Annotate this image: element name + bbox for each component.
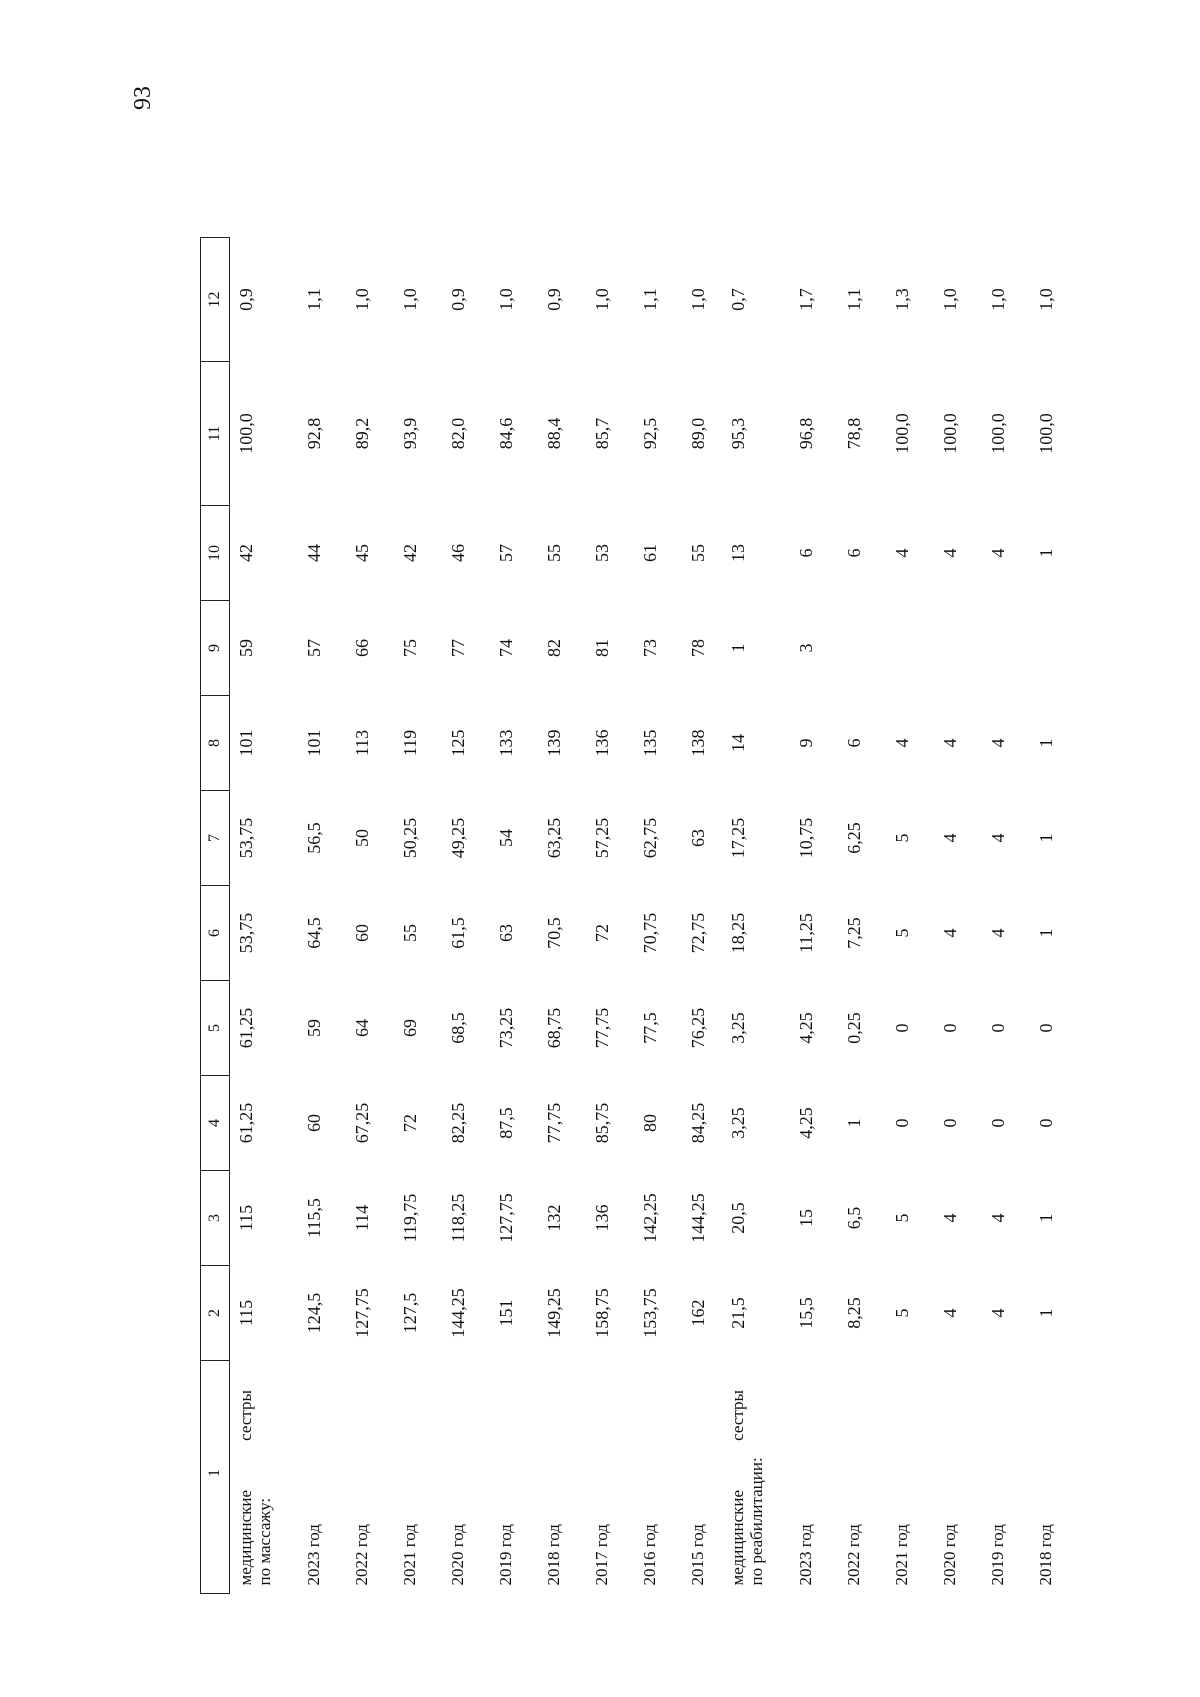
table-cell: 5 xyxy=(891,928,912,938)
table-cell: 127,75 xyxy=(495,1193,516,1243)
table-cell: 67,25 xyxy=(351,1102,372,1144)
table-group-row xyxy=(230,238,291,1594)
table-cell: 77,75 xyxy=(543,1102,564,1144)
group-label-line1: медицинские xyxy=(728,1489,747,1586)
table-cell: 142,25 xyxy=(639,1193,660,1243)
table-cell: 101 xyxy=(236,729,256,757)
table-cell: 20,5 xyxy=(728,1202,748,1234)
table-cell: 6,5 xyxy=(843,1206,864,1230)
table-cell: 89,2 xyxy=(351,417,372,450)
table-cell: 115 xyxy=(236,1299,256,1327)
table-cell: 17,25 xyxy=(728,817,748,859)
table-cell: 93,9 xyxy=(399,417,420,450)
table-cell: 77,5 xyxy=(639,1012,660,1044)
group-label xyxy=(230,1441,291,1594)
table-cell: 14 xyxy=(728,734,748,752)
table-cell: 144,25 xyxy=(687,1193,708,1243)
table-cell: 136 xyxy=(591,1204,612,1232)
table-cell: 64,5 xyxy=(303,917,324,949)
table-cell: 53,75 xyxy=(236,817,256,859)
table-cell: 82 xyxy=(543,639,564,657)
table-cell xyxy=(974,601,1022,696)
table-cell: 1,1 xyxy=(843,288,864,311)
table-cell: 0,25 xyxy=(843,1012,864,1044)
table-cell: 92,5 xyxy=(639,417,660,450)
table-row xyxy=(530,238,578,1594)
table-cell: 95,3 xyxy=(728,417,748,450)
row-label: 2020 год xyxy=(940,1524,959,1586)
group-label-suffix: сестры xyxy=(728,1390,747,1441)
table-cell: 78 xyxy=(687,639,708,657)
table-cell: 55 xyxy=(543,544,564,562)
table-cell: 4 xyxy=(939,548,960,558)
row-label: 2022 год xyxy=(352,1524,371,1586)
table-cell: 153,75 xyxy=(639,1288,660,1338)
table-cell: 55 xyxy=(399,924,420,942)
row-label: 2018 год xyxy=(544,1524,563,1586)
table-cell: 0 xyxy=(1035,1118,1056,1128)
table-cell: 61,25 xyxy=(236,1102,256,1144)
column-header: 7 xyxy=(201,791,230,886)
table-cell: 3 xyxy=(795,643,816,653)
table-cell: 44 xyxy=(303,544,324,562)
table-cell: 1 xyxy=(1035,738,1056,748)
table-cell: 1,0 xyxy=(1035,288,1056,311)
table-cell: 42 xyxy=(236,544,256,562)
table-cell: 92,8 xyxy=(303,417,324,450)
table-cell xyxy=(878,601,926,696)
table-cell: 3,25 xyxy=(728,1107,748,1139)
table-row xyxy=(338,238,386,1594)
table-cell: 1,7 xyxy=(795,288,816,311)
table-cell xyxy=(830,601,878,696)
column-number-row xyxy=(201,238,230,1594)
table-row xyxy=(674,238,722,1594)
table-cell: 63 xyxy=(495,924,516,942)
table-row xyxy=(830,238,878,1594)
table-cell: 84,25 xyxy=(687,1102,708,1144)
table-cell: 1,0 xyxy=(495,288,516,311)
table-cell: 61 xyxy=(639,544,660,562)
table-cell: 60 xyxy=(303,1114,324,1132)
column-header: 3 xyxy=(201,1171,230,1266)
table-cell: 9 xyxy=(795,738,816,748)
table-row xyxy=(290,238,338,1594)
group-label-line2: по реабилитации: xyxy=(747,1457,766,1586)
column-header: 9 xyxy=(201,601,230,696)
table-cell: 18,25 xyxy=(728,912,748,954)
table-cell: 133 xyxy=(495,729,516,757)
table-cell: 8,25 xyxy=(843,1297,864,1329)
table-cell: 127,5 xyxy=(399,1292,420,1334)
table-cell: 149,25 xyxy=(543,1288,564,1338)
table-cell: 0,7 xyxy=(728,288,748,311)
table-cell xyxy=(926,601,974,696)
table-cell: 0 xyxy=(891,1118,912,1128)
table-cell: 101 xyxy=(303,729,324,757)
table-cell: 96,8 xyxy=(795,417,816,450)
table-cell: 127,75 xyxy=(351,1288,372,1338)
table-cell: 0,9 xyxy=(447,288,468,311)
table-cell: 4 xyxy=(939,1213,960,1223)
table-cell: 50 xyxy=(351,829,372,847)
row-label: 2017 год xyxy=(592,1524,611,1586)
row-label: 2019 год xyxy=(988,1524,1007,1586)
table-cell: 70,75 xyxy=(639,912,660,954)
table-cell: 63,25 xyxy=(543,817,564,859)
row-label: 2023 год xyxy=(304,1524,323,1586)
column-header: 6 xyxy=(201,886,230,981)
table-cell: 53 xyxy=(591,544,612,562)
table-cell: 115,5 xyxy=(303,1198,324,1238)
table-cell: 81 xyxy=(591,639,612,657)
table-cell: 50,25 xyxy=(399,817,420,859)
table-cell xyxy=(1022,601,1070,696)
table-cell: 49,25 xyxy=(447,817,468,859)
table-cell: 73 xyxy=(639,639,660,657)
table-cell: 144,25 xyxy=(447,1288,468,1338)
table-cell: 100,0 xyxy=(891,413,912,454)
table-cell: 124,5 xyxy=(303,1292,324,1334)
table-cell: 89,0 xyxy=(687,417,708,450)
table-cell: 1,0 xyxy=(987,288,1008,311)
table-cell: 87,5 xyxy=(495,1107,516,1139)
table-row xyxy=(482,238,530,1594)
table-cell: 4 xyxy=(987,1213,1008,1223)
table-cell: 68,5 xyxy=(447,1012,468,1044)
table-cell: 1 xyxy=(1035,833,1056,843)
table-cell: 78,8 xyxy=(843,417,864,450)
table-cell: 135 xyxy=(639,729,660,757)
table-cell: 4 xyxy=(939,928,960,938)
column-header: 11 xyxy=(201,362,230,506)
row-label: 2021 год xyxy=(400,1524,419,1586)
table-row xyxy=(974,238,1022,1594)
table-cell: 84,6 xyxy=(495,417,516,450)
table-cell: 42 xyxy=(399,544,420,562)
table-cell: 6 xyxy=(843,738,864,748)
table-cell: 4,25 xyxy=(795,1012,816,1044)
column-header: 8 xyxy=(201,696,230,791)
table-cell: 136 xyxy=(591,729,612,757)
table-cell: 5 xyxy=(891,1308,912,1318)
table-cell: 0 xyxy=(987,1023,1008,1033)
row-label: 2016 год xyxy=(640,1524,659,1586)
table-cell: 0 xyxy=(939,1118,960,1128)
table-cell: 10,75 xyxy=(795,817,816,859)
table-row xyxy=(926,238,974,1594)
table-cell: 66 xyxy=(351,639,372,657)
table-cell: 132 xyxy=(543,1204,564,1232)
page-number: 93 xyxy=(130,86,156,110)
table-cell: 4,25 xyxy=(795,1107,816,1139)
table-cell: 56,5 xyxy=(303,822,324,854)
column-header: 10 xyxy=(201,506,230,601)
table-cell: 158,75 xyxy=(591,1288,612,1338)
table-cell: 57 xyxy=(495,544,516,562)
row-label: 2019 год xyxy=(496,1524,515,1586)
row-label: 2020 год xyxy=(448,1524,467,1586)
table-cell: 80 xyxy=(639,1114,660,1132)
table-cell: 57 xyxy=(303,639,324,657)
staff-table xyxy=(200,237,1070,1594)
table-cell: 1,0 xyxy=(591,288,612,311)
table-cell: 62,75 xyxy=(639,817,660,859)
table-cell: 125 xyxy=(447,729,468,757)
table-cell: 59 xyxy=(236,639,256,657)
table-cell: 61,5 xyxy=(447,917,468,949)
table-cell: 119,75 xyxy=(399,1193,420,1243)
table-cell: 162 xyxy=(687,1299,708,1327)
group-label-suffix: сестры xyxy=(236,1390,255,1441)
table-row xyxy=(386,238,434,1594)
table-cell: 4 xyxy=(987,738,1008,748)
table-row xyxy=(626,238,674,1594)
table-cell: 1 xyxy=(1035,1308,1056,1318)
table-cell: 1,0 xyxy=(351,288,372,311)
row-label: 2022 год xyxy=(844,1524,863,1586)
table-cell: 0,9 xyxy=(543,288,564,311)
table-cell: 88,4 xyxy=(543,417,564,450)
staff-table-body xyxy=(201,238,1071,1594)
table-cell: 7,25 xyxy=(843,917,864,949)
table-cell: 61,25 xyxy=(236,1007,256,1049)
table-cell: 138 xyxy=(687,729,708,757)
table-row xyxy=(878,238,926,1594)
table-cell: 59 xyxy=(303,1019,324,1037)
table-cell: 113 xyxy=(351,729,372,757)
table-cell: 151 xyxy=(495,1299,516,1327)
column-header: 12 xyxy=(201,238,230,362)
table-cell: 100,0 xyxy=(987,413,1008,454)
table-group-row xyxy=(722,238,782,1594)
table-cell: 1 xyxy=(1035,1213,1056,1223)
table-cell: 77 xyxy=(447,639,468,657)
table-cell: 68,75 xyxy=(543,1007,564,1049)
table-cell: 45 xyxy=(351,544,372,562)
table-cell: 75 xyxy=(399,639,420,657)
table-cell: 82,0 xyxy=(447,417,468,450)
table-cell: 13 xyxy=(728,544,748,562)
row-label: 2015 год xyxy=(688,1524,707,1586)
table-cell: 54 xyxy=(495,829,516,847)
table-cell: 55 xyxy=(687,544,708,562)
table-cell: 72,75 xyxy=(687,912,708,954)
table-cell: 4 xyxy=(987,1308,1008,1318)
table-cell: 1 xyxy=(1035,548,1056,558)
table-cell: 139 xyxy=(543,729,564,757)
table-cell: 60 xyxy=(351,924,372,942)
column-header: 1 xyxy=(201,1361,230,1594)
table-cell: 4 xyxy=(987,833,1008,843)
table-cell: 100,0 xyxy=(236,413,256,454)
table-cell: 1 xyxy=(1035,928,1056,938)
table-cell: 85,75 xyxy=(591,1102,612,1144)
table-cell: 0 xyxy=(1035,1023,1056,1033)
table-cell: 5 xyxy=(891,833,912,843)
table-cell: 100,0 xyxy=(939,413,960,454)
table-cell: 70,5 xyxy=(543,917,564,949)
table-cell: 76,25 xyxy=(687,1007,708,1049)
table-cell: 100,0 xyxy=(1035,413,1056,454)
table-cell: 72 xyxy=(399,1114,420,1132)
table-cell: 1,1 xyxy=(303,288,324,311)
table-cell: 0 xyxy=(891,1023,912,1033)
table-cell: 77,75 xyxy=(591,1007,612,1049)
table-row xyxy=(578,238,626,1594)
table-cell: 15 xyxy=(795,1209,816,1227)
table-cell: 0,9 xyxy=(236,288,256,311)
table-row xyxy=(434,238,482,1594)
table-cell: 3,25 xyxy=(728,1012,748,1044)
table-cell: 1 xyxy=(728,643,748,653)
table-cell: 74 xyxy=(495,639,516,657)
table-row xyxy=(1022,238,1070,1594)
table-cell: 72 xyxy=(591,924,612,942)
table-cell: 0 xyxy=(987,1118,1008,1128)
column-header: 5 xyxy=(201,981,230,1076)
table-cell: 4 xyxy=(939,738,960,748)
table-cell: 57,25 xyxy=(591,817,612,859)
table-cell: 73,25 xyxy=(495,1007,516,1049)
table-cell: 1,1 xyxy=(639,288,660,311)
column-header: 4 xyxy=(201,1076,230,1171)
table-cell: 21,5 xyxy=(728,1297,748,1329)
table-cell: 4 xyxy=(891,738,912,748)
table-cell: 1,3 xyxy=(891,288,912,311)
table-cell: 5 xyxy=(891,1213,912,1223)
table-cell: 6 xyxy=(843,548,864,558)
group-label-line1: медицинские xyxy=(236,1489,255,1586)
table-cell: 53,75 xyxy=(236,912,256,954)
group-label xyxy=(722,1441,782,1594)
table-cell: 1 xyxy=(843,1118,864,1128)
table-cell: 0 xyxy=(939,1023,960,1033)
table-cell: 11,25 xyxy=(795,913,816,953)
table-cell: 15,5 xyxy=(795,1297,816,1329)
table-cell: 1,0 xyxy=(399,288,420,311)
table-cell: 4 xyxy=(987,928,1008,938)
table-cell: 6 xyxy=(795,548,816,558)
table-row xyxy=(782,238,830,1594)
table-cell: 119 xyxy=(399,729,420,757)
table-cell: 1,0 xyxy=(939,288,960,311)
column-header: 2 xyxy=(201,1266,230,1361)
table-cell: 85,7 xyxy=(591,417,612,450)
table-cell: 69 xyxy=(399,1019,420,1037)
table-cell: 4 xyxy=(891,548,912,558)
row-label: 2021 год xyxy=(892,1524,911,1586)
table-cell: 46 xyxy=(447,544,468,562)
table-cell: 63 xyxy=(687,829,708,847)
table-cell: 4 xyxy=(987,548,1008,558)
table-cell: 1,0 xyxy=(687,288,708,311)
table-cell: 118,25 xyxy=(447,1193,468,1243)
table-cell: 4 xyxy=(939,1308,960,1318)
row-label: 2023 год xyxy=(796,1524,815,1586)
table-cell: 4 xyxy=(939,833,960,843)
table-cell: 82,25 xyxy=(447,1102,468,1144)
table-cell: 6,25 xyxy=(843,822,864,854)
row-label: 2018 год xyxy=(1036,1524,1055,1586)
table-cell: 115 xyxy=(236,1204,256,1232)
table-cell: 114 xyxy=(351,1204,372,1232)
group-label-line2: по массажу: xyxy=(255,1497,274,1586)
table-cell: 64 xyxy=(351,1019,372,1037)
